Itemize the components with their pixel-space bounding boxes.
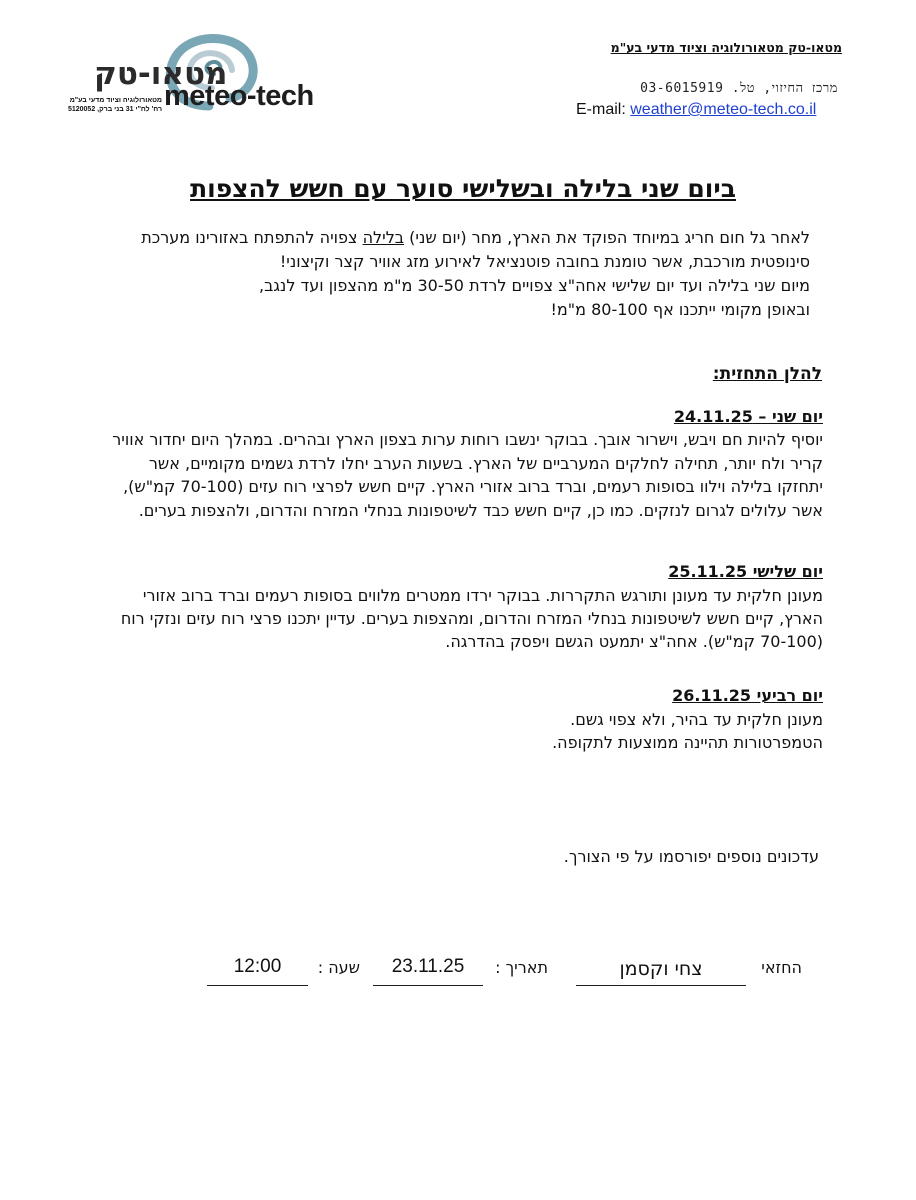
email-line [576, 101, 816, 119]
intro-underlined: בלילה [362, 228, 405, 247]
intro-line-3: ובאופן מקומי ייתכנו אף 80-100 מ"מ! [550, 300, 810, 319]
intro-line-2: מיום שני בלילה ועד יום שלישי אחה"צ צפויים לרדת 30-50 מ"מ מהצפון ועד לנגב, [258, 276, 810, 295]
date-value: 23.11.25 [373, 956, 483, 986]
forecaster-name: צחי וקסמן [576, 958, 746, 986]
contact-phone: מרכז החיזוי, טל. 03-6015919 [640, 81, 838, 96]
day-title-monday: יום שני – 24.11.25 [673, 407, 823, 426]
forecast-heading: להלן התחזית: [712, 364, 822, 384]
intro-text-a: לאחר גל חום חריג במיוחד הפוקד את הארץ, מחר (יום שני) [404, 228, 810, 247]
company-name: מטאו-טק מטאורולוגיה וציוד מדעי בע"מ [610, 40, 842, 55]
forecaster-label: החזאי [761, 958, 802, 977]
intro-paragraph [110, 226, 810, 322]
day-text-wednesday [103, 708, 823, 754]
company-logo [62, 28, 322, 113]
updates-note: עדכונים נוספים יפורסמו על פי הצורך. [563, 847, 819, 866]
email-link[interactable]: weather@meteo-tech.co.il [630, 101, 817, 118]
day-text-tuesday: מעונן חלקית עד מעונן ותורגש התקררות. בבוקר ירדו ממטרים מלווים בסופות רעמים וברד ברוב אזורי הארץ, קיים חשש לשיטפונות בנחלי המזרח והדרום, ומהצפות בערים. עדיין יתכנו פרצי רוח עזים ונזקי רוח (70-100 קמ"ש). אחה"צ יתמעט הגשם ויפסק בהדרגה. [120, 586, 823, 651]
day-text-monday: יוסיף להיות חם ויבש, וישרור אובך. בבוקר ינשבו רוחות ערות בצפון הארץ ובהרים. במהלך היום יחדור אוויר קריר ולח יותר, תחילה לחלקים המערביים של הארץ. בשעות הערב יחלו לרדת גשמים מקומיים, אשר יתחזקו בלילה וילוו בסופות רעמים, וברד ברוב אזורי הארץ. קיים חשש לפרצי רוח עזים (70-100 קמ"ש), אשר עלולים לגרום לנזקים. כמו כן, קיים חשש כבד לשיטפונות בנחלי המזרח והדרום, ולהצפות בערים. [112, 430, 823, 520]
day-title-tuesday: יום שלישי 25.11.25 [668, 562, 823, 581]
day3-line-2: הטמפרטורות תהיינה ממוצעות לתקופה. [552, 733, 823, 752]
logo-hebrew-text: מטאו-טק [94, 56, 228, 92]
date-label: תאריך : [495, 958, 548, 977]
intro-line-1 [110, 226, 810, 274]
day3-line-1: מעונן חלקית עד בהיר, ולא צפוי גשם. [570, 710, 823, 729]
email-label: E-mail: [576, 101, 626, 118]
logo-english-text: meteo-tech [164, 80, 314, 112]
page-title: ביום שני בלילה ובשלישי סוער עם חשש להצפות [190, 174, 736, 203]
day-title-wednesday: יום רביעי 26.11.25 [672, 686, 823, 705]
logo-subtext: מטאורולוגיה וציוד מדעי בע"מ רח' לח"י 31 בני ברק, 5120052 [67, 97, 162, 113]
intro-text-b: צפויה להתפתח באזורינו מערכת סינופטית מורכבת, אשר טומנת בחובה פוטנציאל לאירוע מזג אוויר קצר וקיצוני! [141, 228, 810, 271]
time-value: 12:00 [207, 956, 308, 986]
time-label: שעה : [317, 958, 360, 977]
